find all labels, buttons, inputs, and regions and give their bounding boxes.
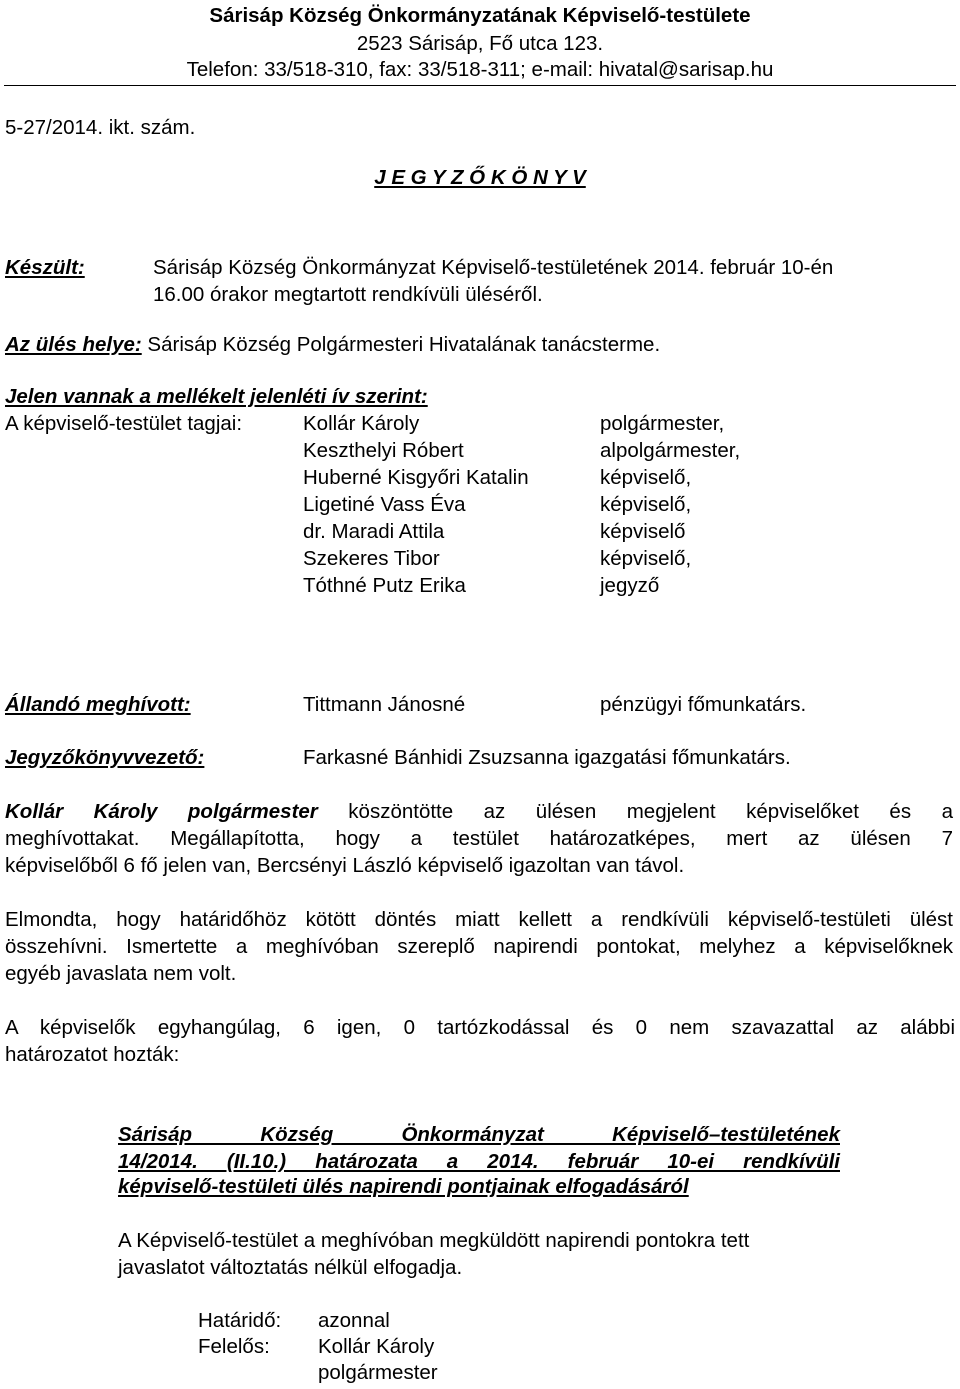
made-line-2: 16.00 órakor megtartott rendkívüli üléséről. [153,283,543,306]
para3-line-2: határozatot hozták: [5,1043,180,1066]
member-role: képviselő, [600,547,692,570]
deadline-value: azonnal [318,1309,390,1332]
member-name: Ligetiné Vass Éva [303,493,466,516]
recorder-text: Farkasné Bánhidi Zsuzsanna igazgatási főmunkatárs. [303,746,791,769]
deadline-label: Határidő: [198,1309,282,1332]
para2-line-3: egyéb javaslata nem volt. [5,962,237,985]
document-title: J E G Y Z Ő K Ö N Y V [374,166,586,189]
member-name: dr. Maradi Attila [303,520,445,543]
invited-name: Tittmann Jánosné [303,693,466,716]
members-label: A képviselő-testület tagjai: [5,412,243,435]
member-role: képviselő, [600,466,692,489]
header-org: Sárisáp Község Önkormányzatának Képviselő-testülete [209,4,751,27]
para3-line-1: A képviselők egyhangúlag, 6 igen, 0 tartózkodással és 0 nem szavazattal az alábbi [5,1016,955,1039]
venue-line [5,333,660,357]
resolution-title-line-3: képviselő-testületi ülés napirendi pontjainak elfogadásáról [118,1175,689,1198]
header-contact: Telefon: 33/518-310, fax: 33/518-311; e-mail: hivatal@sarisap.hu [186,58,774,81]
member-name: Szekeres Tibor [303,547,440,570]
resolution-title-line-2: 14/2014. (II.10.) határozata a 2014. február 10-ei rendkívüli [118,1150,840,1173]
member-role: jegyző [600,574,660,597]
invited-label: Állandó meghívott: [5,693,191,716]
header-address: 2523 Sárisáp, Fő utca 123. [356,32,604,55]
member-role: képviselő, [600,493,692,516]
responsible-name: Kollár Károly [318,1335,435,1358]
reference-number: 5-27/2014. ikt. szám. [5,116,196,139]
resolution-title-line-1: Sárisáp Község Önkormányzat Képviselő–testületének [118,1123,840,1146]
member-name: Keszthelyi Róbert [303,439,464,462]
para2-line-1: Elmondta, hogy határidőhöz kötött döntés miatt kellett a rendkívüli képviselő-testületi ülést [5,908,953,931]
para1-line-3: képviselőből 6 fő jelen van, Bercsényi László képviselő igazoltan van távol. [5,854,685,877]
header-divider [4,85,956,86]
resolution-body-line-2: javaslatot változtatás nélkül elfogadja. [118,1256,463,1279]
member-name: Huberné Kisgyőri Katalin [303,466,529,489]
present-heading: Jelen vannak a mellékelt jelenléti ív szerint: [5,385,428,408]
venue-text: Sárisáp Község Polgármesteri Hivatalának tanácsterme. [141,333,661,356]
responsible-label: Felelős: [198,1335,270,1358]
mayor-name-bold: Kollár Károly polgármester [5,800,318,823]
para1-line-1-rest: köszöntötte az ülésen megjelent képviselőket és a [317,800,953,823]
member-role: képviselő [600,520,686,543]
member-name: Kollár Károly [303,412,420,435]
member-role: polgármester, [600,412,725,435]
member-name: Tóthné Putz Erika [303,574,466,597]
invited-role: pénzügyi főmunkatárs. [600,693,807,716]
recorder-label: Jegyzőkönyvvezető: [5,746,205,769]
made-label: Készült: [5,256,85,279]
venue-label: Az ülés helye: [5,333,142,356]
responsible-title: polgármester [318,1361,438,1384]
made-line-1: Sárisáp Község Önkormányzat Képviselő-testületének 2014. február 10-én [153,256,834,279]
para1-line-1 [5,800,953,824]
resolution-body-line-1: A Képviselő-testület a meghívóban megküldött napirendi pontokra tett [118,1229,750,1252]
para1-line-2: meghívottakat. Megállapította, hogy a testület határozatképes, mert az ülésen 7 [5,827,953,850]
member-role: alpolgármester, [600,439,741,462]
para2-line-2: összehívni. Ismertette a meghívóban szereplő napirendi pontokat, melyhez a képviselőknek [5,935,953,958]
